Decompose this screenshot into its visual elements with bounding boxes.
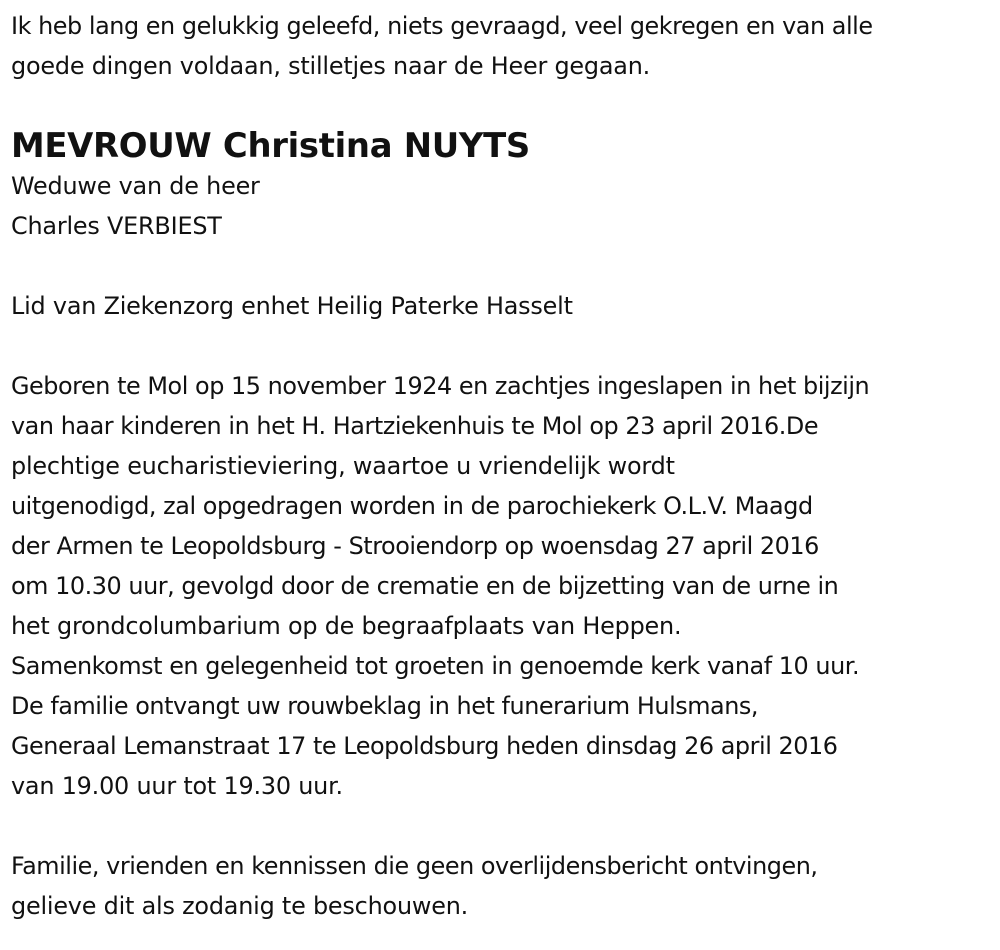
announcement-line: het grondcolumbarium op de begraafplaats van Heppen. [11,612,682,640]
spacer [11,806,996,846]
intro-line: Ik heb lang en gelukkig geleefd, niets gevraagd, veel gekregen en van alle [11,12,873,40]
intro-poem [11,6,996,86]
deceased-name: MEVROUW Christina NUYTS [11,126,530,166]
spacer [11,246,996,286]
announcement-line: De familie ontvangt uw rouwbeklag in het funerarium Hulsmans, [11,692,759,720]
announcement-line: Generaal Lemanstraat 17 te Leopoldsburg heden dinsdag 26 april 2016 [11,732,838,760]
intro-line: goede dingen voldaan, stilletjes naar de Heer gegaan. [11,52,651,80]
relation-line: Charles VERBIEST [11,212,222,240]
announcement-line: van haar kinderen in het H. Hartziekenhuis te Mol op 23 april 2016.De [11,412,819,440]
membership [11,286,996,326]
closing-line: gelieve dit als zodanig te beschouwen. [11,892,469,920]
announcement-line: om 10.30 uur, gevolgd door de crematie en de bijzetting van de urne in [11,572,839,600]
closing-text [11,846,996,926]
relation [11,166,996,246]
announcement-line: Geboren te Mol op 15 november 1924 en zachtjes ingeslapen in het bijzijn [11,372,870,400]
closing-line: Familie, vrienden en kennissen die geen overlijdensbericht ontvingen, [11,852,818,880]
membership-line: Lid van Ziekenzorg enhet Heilig Paterke Hasselt [11,292,573,320]
announcement-line: uitgenodigd, zal opgedragen worden in de parochiekerk O.L.V. Maagd [11,492,813,520]
obituary-notice [11,6,996,926]
announcement-line: der Armen te Leopoldsburg - Strooiendorp op woensdag 27 april 2016 [11,532,819,560]
spacer [11,326,996,366]
announcement-line: Samenkomst en gelegenheid tot groeten in genoemde kerk vanaf 10 uur. [11,652,860,680]
announcement-line: van 19.00 uur tot 19.30 uur. [11,772,343,800]
relation-line: Weduwe van de heer [11,172,260,200]
announcement-text [11,366,996,806]
announcement-line: plechtige eucharistieviering, waartoe u vriendelijk wordt [11,452,675,480]
